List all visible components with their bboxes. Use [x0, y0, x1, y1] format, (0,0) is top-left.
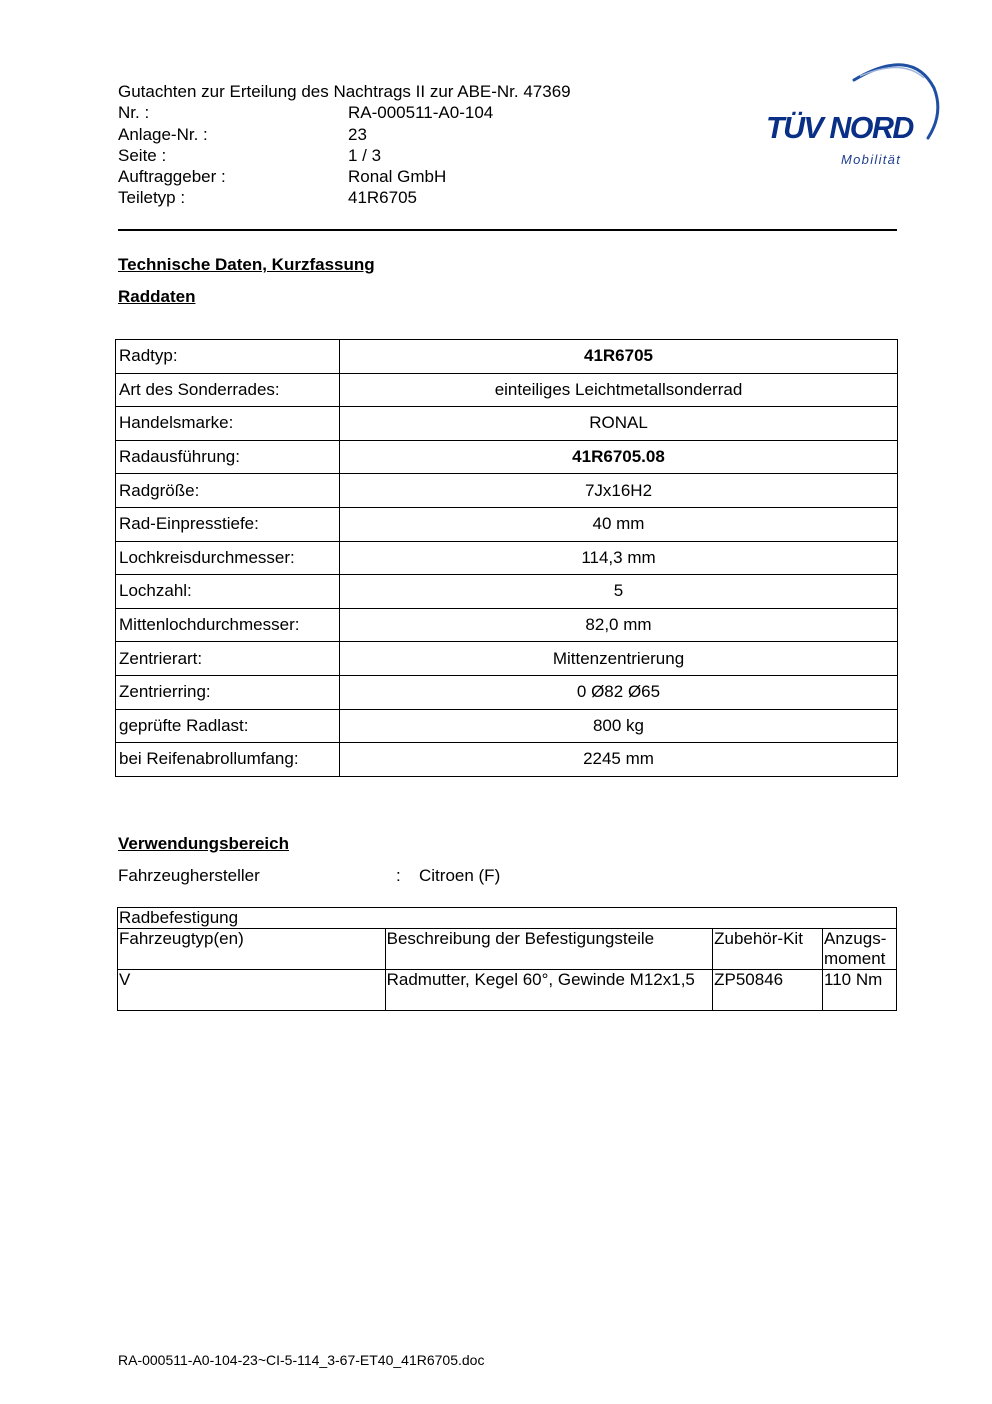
wheel-data-table	[115, 339, 898, 777]
wheel-row-value: 5	[340, 575, 898, 609]
header-label: Nr. :	[118, 103, 150, 123]
mounting-header-row	[118, 929, 897, 970]
logo-wordmark: TÜV NORD	[766, 110, 913, 145]
header-row-teiletyp	[118, 187, 758, 208]
footer-filename: RA-000511-A0-104-23~CI-5-114_3-67-ET40_41R6705.doc	[118, 1352, 485, 1368]
header-value: 1 / 3	[348, 145, 382, 165]
wheel-row-value: 40 mm	[340, 507, 898, 541]
wheel-row-value: einteiliges Leichtmetallsonderrad	[340, 373, 898, 407]
wheel-row-key: Mittenlochdurchmesser:	[116, 608, 340, 642]
mounting-data-cell: ZP50846	[713, 970, 823, 1011]
wheel-row-key: Lochkreisdurchmesser:	[116, 541, 340, 575]
header-row-nr	[118, 102, 758, 123]
mounting-table	[117, 907, 897, 1011]
wheel-row-value: 2245 mm	[340, 743, 898, 777]
wheel-row-key: Lochzahl:	[116, 575, 340, 609]
wheel-row-key: Radgröße:	[116, 474, 340, 508]
mounting-header-cell: Beschreibung der Befestigungsteile	[385, 929, 712, 970]
wheel-row-value: 41R6705.08	[340, 440, 898, 474]
header-label: Seite :	[118, 145, 167, 165]
wheel-row-key: Radtyp:	[116, 340, 340, 374]
header-label: Teiletyp :	[118, 188, 186, 208]
mounting-data-cell: V	[118, 970, 386, 1011]
wheel-row	[116, 743, 898, 777]
usage-label: Fahrzeughersteller	[118, 866, 260, 885]
header-label: Auftraggeber :	[118, 167, 226, 187]
wheel-row-key: bei Reifenabrollumfang:	[116, 743, 340, 777]
header-label: Anlage-Nr. :	[118, 124, 208, 144]
header-row-seite	[118, 145, 758, 166]
mounting-title: Radbefestigung	[118, 908, 897, 929]
tuv-nord-logo	[762, 58, 952, 173]
logo-subtitle: Mobilität	[841, 152, 902, 167]
wheel-row-key: Art des Sonderrades:	[116, 373, 340, 407]
wheel-row	[116, 608, 898, 642]
wheel-row	[116, 440, 898, 474]
wheel-row-value: RONAL	[340, 407, 898, 441]
header-value: Ronal GmbH	[348, 167, 447, 187]
wheel-row-key: Radausführung:	[116, 440, 340, 474]
wheel-row	[116, 474, 898, 508]
mounting-title-row	[118, 908, 897, 929]
wheel-row	[116, 340, 898, 374]
wheel-heading: Raddaten	[118, 287, 196, 306]
wheel-row-value: 800 kg	[340, 709, 898, 743]
usage-heading: Verwendungsbereich	[118, 834, 289, 853]
mounting-header-cell: Anzugs- moment	[823, 929, 897, 970]
wheel-row-value: 114,3 mm	[340, 541, 898, 575]
wheel-row-key: geprüfte Radlast:	[116, 709, 340, 743]
header-value: 41R6705	[348, 188, 418, 208]
wheel-row-value: Mittenzentrierung	[340, 642, 898, 676]
wheel-row	[116, 507, 898, 541]
wheel-row-value: 0 Ø82 Ø65	[340, 675, 898, 709]
header-value: RA-000511-A0-104	[348, 103, 494, 123]
usage-row	[118, 866, 500, 886]
wheel-row-value: 82,0 mm	[340, 608, 898, 642]
wheel-row	[116, 373, 898, 407]
mounting-data-cell: 110 Nm	[823, 970, 897, 1011]
header-value: 23	[348, 124, 367, 144]
usage-value: Citroen (F)	[419, 866, 501, 885]
wheel-row	[116, 675, 898, 709]
wheel-row-key: Handelsmarke:	[116, 407, 340, 441]
document-title: Gutachten zur Erteilung des Nachtrags II zur ABE-Nr. 47369	[118, 82, 571, 101]
usage-colon: :	[396, 866, 401, 885]
wheel-row	[116, 575, 898, 609]
wheel-row-key: Rad-Einpresstiefe:	[116, 507, 340, 541]
mounting-data-row	[118, 970, 897, 1011]
section-title: Technische Daten, Kurzfassung	[118, 255, 375, 274]
wheel-row-value: 7Jx16H2	[340, 474, 898, 508]
header-row-anlage	[118, 124, 758, 145]
wheel-row	[116, 541, 898, 575]
mounting-data-cell: Radmutter, Kegel 60°, Gewinde M12x1,5	[385, 970, 712, 1011]
wheel-row-key: Zentrierart:	[116, 642, 340, 676]
header-row-auftraggeber	[118, 166, 758, 187]
mounting-header-cell: Zubehör-Kit	[713, 929, 823, 970]
wheel-row	[116, 709, 898, 743]
document-header	[118, 81, 758, 209]
wheel-row	[116, 407, 898, 441]
wheel-row	[116, 642, 898, 676]
header-divider	[118, 229, 897, 231]
mounting-header-cell: Fahrzeugtyp(en)	[118, 929, 386, 970]
wheel-row-value: 41R6705	[340, 340, 898, 374]
wheel-row-key: Zentrierring:	[116, 675, 340, 709]
